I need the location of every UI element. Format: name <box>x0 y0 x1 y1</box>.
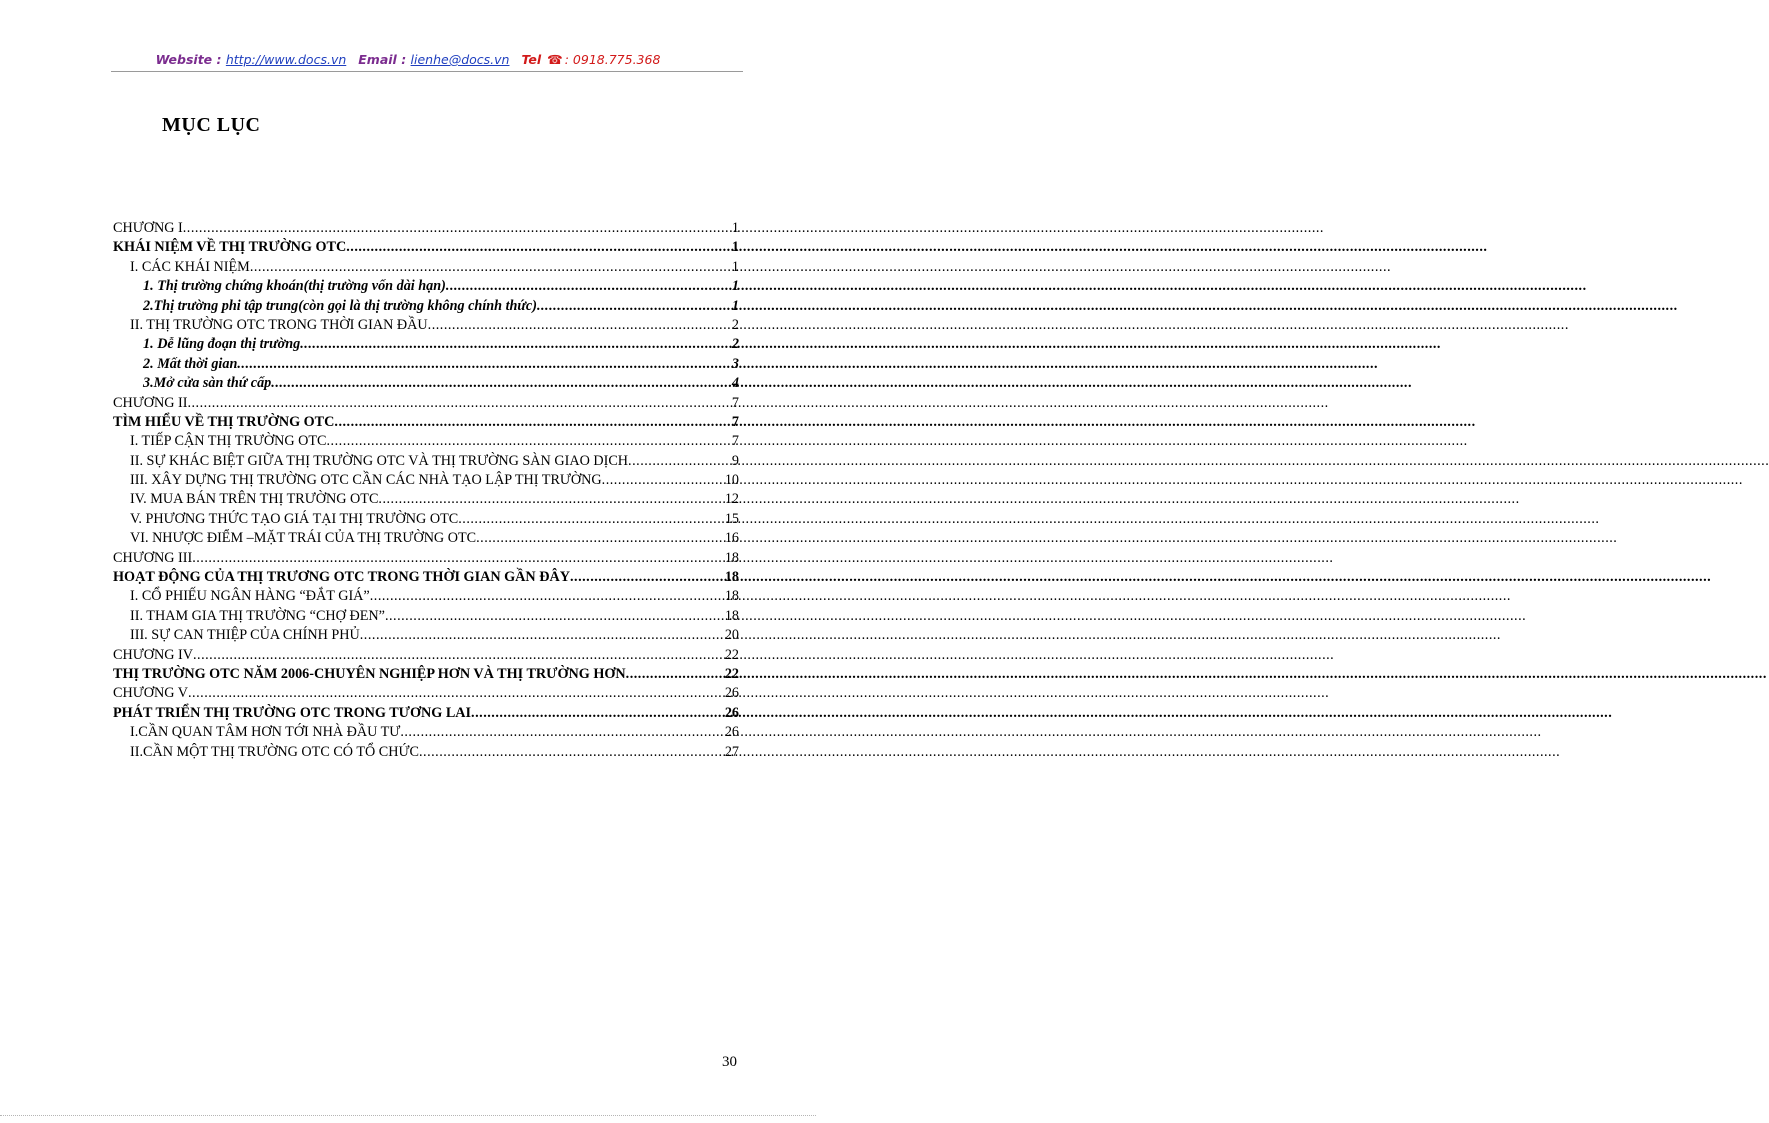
page-number: 30 <box>722 1054 737 1070</box>
website-label: Website : <box>155 52 226 67</box>
page-bottom-divider <box>0 1115 816 1116</box>
toc-entry[interactable] <box>113 587 739 606</box>
toc-entry[interactable] <box>113 413 739 432</box>
toc-entry-title: KHÁI NIỆM VỀ THỊ TRƯỜNG OTC <box>113 239 347 256</box>
toc-entry-page: 18 <box>724 569 739 586</box>
toc-entry-title: II. THỊ TRƯỜNG OTC TRONG THỜI GIAN ĐẦU <box>130 316 428 333</box>
toc-leader-dots <box>271 374 731 393</box>
toc-entry-title: CHƯƠNG IV <box>113 646 193 663</box>
toc-entry-page: 18 <box>724 588 739 605</box>
toc-entry[interactable] <box>113 549 739 568</box>
toc-entry-title: I. CỔ PHIẾU NGÂN HÀNG “ĐẮT GIÁ” <box>130 588 370 605</box>
toc-entry-page: 3 <box>731 355 739 372</box>
toc-entry-title: I.CẦN QUAN TÂM HƠN TỚI NHÀ ĐẦU TƯ <box>130 724 401 741</box>
toc-entry-page: 7 <box>731 394 739 411</box>
toc-entry[interactable] <box>113 529 739 548</box>
toc-entry-title: CHƯƠNG I <box>113 220 183 236</box>
toc-leader-dots <box>300 335 731 354</box>
toc-leader-dots <box>370 587 724 606</box>
toc-entry[interactable] <box>113 277 739 296</box>
toc-entry[interactable] <box>113 297 739 316</box>
toc-leader-dots <box>360 626 724 645</box>
toc-leader-dots <box>250 258 731 277</box>
email-link[interactable]: lienhe@docs.vn <box>410 52 510 67</box>
toc-entry-title: CHƯƠNG II <box>113 394 188 411</box>
toc-entry-title: 2.Thị trường phi tập trung(còn gọi là thị trường không chính thức) <box>143 297 537 314</box>
toc-leader-dots <box>428 316 731 335</box>
toc-entry-page: 7 <box>731 413 739 430</box>
toc-entry-page: 26 <box>724 724 739 741</box>
page-header <box>0 52 816 67</box>
toc-leader-dots <box>570 568 724 587</box>
toc-entry[interactable] <box>113 646 739 665</box>
toc-entry[interactable] <box>113 219 739 238</box>
telephone-icon: ☎ <box>547 52 563 67</box>
toc-entry-page: 12 <box>724 491 739 508</box>
toc-entry[interactable] <box>113 490 739 509</box>
table-of-contents <box>113 219 739 762</box>
toc-leader-dots <box>188 684 724 703</box>
toc-leader-dots <box>192 549 724 568</box>
toc-entry-page: 27 <box>724 743 739 760</box>
toc-entry[interactable] <box>113 626 739 645</box>
header-divider <box>111 71 743 72</box>
toc-leader-dots <box>628 452 731 471</box>
toc-entry-title: THỊ TRƯỜNG OTC NĂM 2006-CHUYÊN NGHIỆP HƠN VÀ THỊ TRƯỜNG HƠN <box>113 665 626 682</box>
toc-entry-page: 22 <box>724 665 739 682</box>
toc-entry-title: CHƯƠNG III <box>113 549 193 566</box>
tel-label: Tel <box>521 52 542 67</box>
toc-leader-dots <box>193 646 724 665</box>
website-link[interactable]: http://www.docs.vn <box>225 52 347 67</box>
toc-leader-dots <box>327 432 731 451</box>
toc-entry-page: 16 <box>724 530 739 547</box>
page-title: MỤC LỤC <box>162 114 261 136</box>
toc-leader-dots <box>602 471 724 490</box>
toc-entry-title: II. THAM GIA THỊ TRƯỜNG “CHỢ ĐEN” <box>130 607 385 624</box>
toc-entry[interactable] <box>113 452 739 471</box>
email-colon: : <box>396 52 411 67</box>
toc-entry-page: 20 <box>724 627 739 644</box>
toc-entry-page: 22 <box>724 646 739 663</box>
toc-entry-title: I. CÁC KHÁI NIỆM <box>130 258 250 275</box>
toc-entry-title: HOẠT ĐỘNG CỦA THỊ TRƯƠNG OTC TRONG THỜI GIAN GẦN ĐÂY <box>113 569 570 586</box>
toc-entry-page: 1 <box>731 258 739 275</box>
toc-leader-dots <box>476 529 724 548</box>
toc-entry-title: II. SỰ KHÁC BIỆT GIỮA THỊ TRƯỜNG OTC VÀ THỊ TRƯỜNG SÀN GIAO DỊCH <box>130 452 629 469</box>
toc-entry[interactable] <box>113 238 739 257</box>
toc-entry-title: 2. Mất thời gian <box>143 355 238 372</box>
toc-entry-title: 1. Thị trường chứng khoán(thị trường vốn dài hạn) <box>143 278 446 295</box>
toc-entry[interactable] <box>113 432 739 451</box>
toc-leader-dots <box>400 723 723 742</box>
toc-entry-title: III. SỰ CAN THIỆP CỦA CHÍNH PHỦ <box>130 627 360 644</box>
toc-entry-page: 1 <box>731 220 739 236</box>
toc-entry-page: 10 <box>724 472 739 489</box>
toc-entry-page: 26 <box>724 685 739 702</box>
toc-leader-dots <box>385 607 724 626</box>
toc-entry[interactable] <box>113 607 739 626</box>
toc-entry-title: PHÁT TRIỂN THỊ TRƯỜNG OTC TRONG TƯƠNG LAI <box>113 704 472 721</box>
toc-entry-page: 18 <box>724 549 739 566</box>
toc-leader-dots <box>187 394 730 413</box>
toc-leader-dots <box>458 510 724 529</box>
toc-entry-page: 2 <box>731 336 739 353</box>
toc-entry-title: VI. NHƯỢC ĐIỂM –MẶT TRÁI CỦA THỊ TRƯỜNG OTC <box>130 530 477 547</box>
toc-entry[interactable] <box>113 355 739 374</box>
phone-number: : 0918.775.368 <box>564 52 661 67</box>
toc-entry-title: I. TIẾP CẬN THỊ TRƯỜNG OTC <box>130 433 327 450</box>
toc-leader-dots <box>537 297 731 316</box>
toc-entry[interactable] <box>113 665 739 684</box>
toc-entry[interactable] <box>113 471 739 490</box>
toc-entry[interactable] <box>113 374 739 393</box>
toc-leader-dots <box>346 238 731 257</box>
toc-entry[interactable] <box>113 258 739 277</box>
toc-leader-dots <box>446 277 731 296</box>
toc-leader-dots <box>626 665 724 684</box>
toc-entry-page: 26 <box>724 704 739 721</box>
toc-entry[interactable] <box>113 723 739 742</box>
toc-leader-dots <box>183 219 731 238</box>
email-label: Email <box>358 52 397 67</box>
toc-entry-page: 15 <box>724 510 739 527</box>
toc-leader-dots <box>334 413 731 432</box>
toc-entry-title: CHƯƠNG V <box>113 685 188 702</box>
toc-entry-title: TÌM HIỂU VỀ THỊ TRƯỜNG OTC <box>113 413 335 430</box>
toc-entry-page: 18 <box>724 607 739 624</box>
toc-entry-title: IV. MUA BÁN TRÊN THỊ TRƯỜNG OTC <box>130 491 379 508</box>
toc-entry-page: 1 <box>731 297 739 314</box>
toc-entry-page: 1 <box>731 239 739 256</box>
toc-entry-title: II.CẦN MỘT THỊ TRƯỜNG OTC CÓ TỔ CHỨC <box>130 743 419 760</box>
toc-entry-page: 4 <box>731 375 739 392</box>
toc-entry-title: 1. Dễ lũng đoạn thị trường <box>143 336 301 353</box>
toc-entry-page: 1 <box>731 278 739 295</box>
toc-entry-title: 3.Mở cửa sàn thứ cấp <box>143 375 272 392</box>
toc-entry-page: 7 <box>731 433 739 450</box>
toc-entry[interactable] <box>113 704 739 723</box>
toc-entry-title: III. XÂY DỰNG THỊ TRƯỜNG OTC CẦN CÁC NHÀ TẠO LẬP THỊ TRƯỜNG <box>130 472 602 489</box>
toc-entry[interactable] <box>113 394 739 413</box>
toc-entry[interactable] <box>113 743 739 762</box>
toc-entry[interactable] <box>113 316 739 335</box>
toc-entry[interactable] <box>113 684 739 703</box>
toc-entry[interactable] <box>113 335 739 354</box>
toc-entry-page: 2 <box>731 316 739 333</box>
toc-entry[interactable] <box>113 510 739 529</box>
toc-entry-page: 9 <box>731 452 739 469</box>
toc-entry-title: V. PHƯƠNG THỨC TẠO GIÁ TẠI THỊ TRƯỜNG OTC <box>130 510 459 527</box>
toc-leader-dots <box>378 490 723 509</box>
toc-leader-dots <box>471 704 724 723</box>
toc-leader-dots <box>419 743 724 762</box>
toc-entry[interactable] <box>113 568 739 587</box>
toc-leader-dots <box>237 355 731 374</box>
